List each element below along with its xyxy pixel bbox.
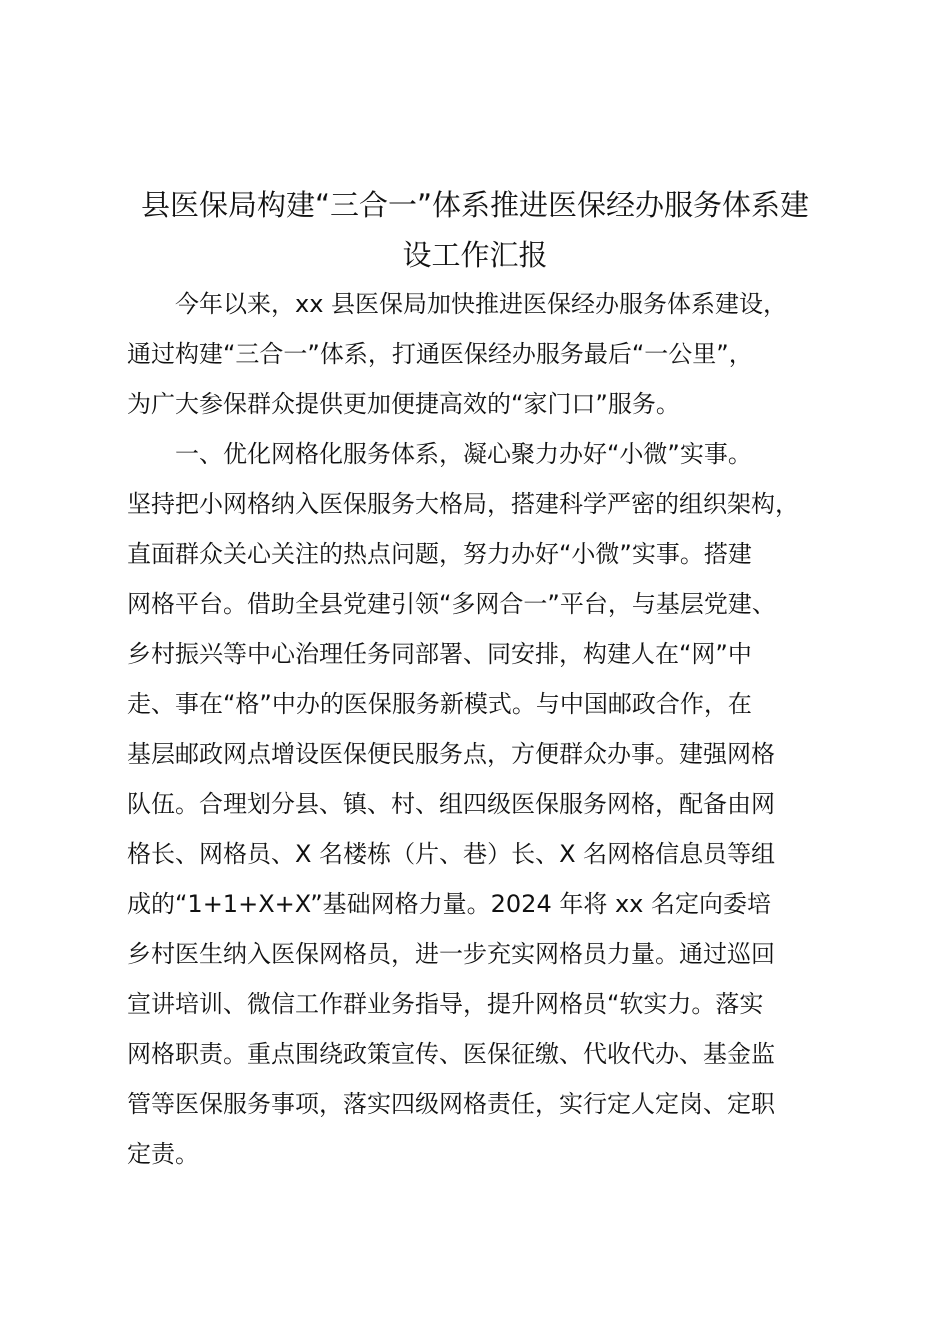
paragraph-line: 乡村医生纳入医保网格员，进一步充实网格员力量。通过巡回 xyxy=(127,940,775,968)
paragraph-line: 基层邮政网点增设医保便民服务点，方便群众办事。建强网格 xyxy=(127,740,775,768)
paragraph-line: 今年以来，xx 县医保局加快推进医保经办服务体系建设， xyxy=(175,290,788,318)
document-title-line-2: 设工作汇报 xyxy=(402,238,548,272)
paragraph-line: 管等医保服务事项，落实四级网格责任，实行定人定岗、定职 xyxy=(127,1090,775,1118)
paragraph-line: 格长、网格员、X 名楼栋（片、巷）长、X 名网格信息员等组 xyxy=(127,840,776,868)
paragraph-line: 定责。 xyxy=(127,1140,199,1168)
paragraph-line: 队伍。合理划分县、镇、村、组四级医保服务网格，配备由网 xyxy=(127,790,775,818)
paragraph-line: 坚持把小网格纳入医保服务大格局，搭建科学严密的组织架构， xyxy=(127,490,799,518)
paragraph-line: 乡村振兴等中心治理任务同部署、同安排，构建人在“网”中 xyxy=(127,640,752,668)
paragraph-line: 走、事在“格”中办的医保服务新模式。与中国邮政合作，在 xyxy=(127,690,752,718)
paragraph-line: 成的“1+1+X+X”基础网格力量。2024 年将 xx 名定向委培 xyxy=(127,890,772,918)
paragraph-line: 宣讲培训、微信工作群业务指导，提升网格员“软实力。落实 xyxy=(127,990,764,1018)
section-heading-line: 一、优化网格化服务体系，凝心聚力办好“小微”实事。 xyxy=(175,440,752,468)
paragraph-line: 直面群众关心关注的热点问题，努力办好“小微”实事。搭建 xyxy=(127,540,752,568)
paragraph-line: 网格平台。借助全县党建引领“多网合一”平台，与基层党建、 xyxy=(127,590,776,618)
paragraph-line: 为广大参保群众提供更加便捷高效的“家门口”服务。 xyxy=(127,390,680,418)
paragraph-line: 网格职责。重点围绕政策宣传、医保征缴、代收代办、基金监 xyxy=(127,1040,775,1068)
document-title-line-1: 县医保局构建“三合一”体系推进医保经办服务体系建 xyxy=(140,188,810,222)
paragraph-line: 通过构建“三合一”体系，打通医保经办服务最后“一公里”， xyxy=(127,340,753,368)
